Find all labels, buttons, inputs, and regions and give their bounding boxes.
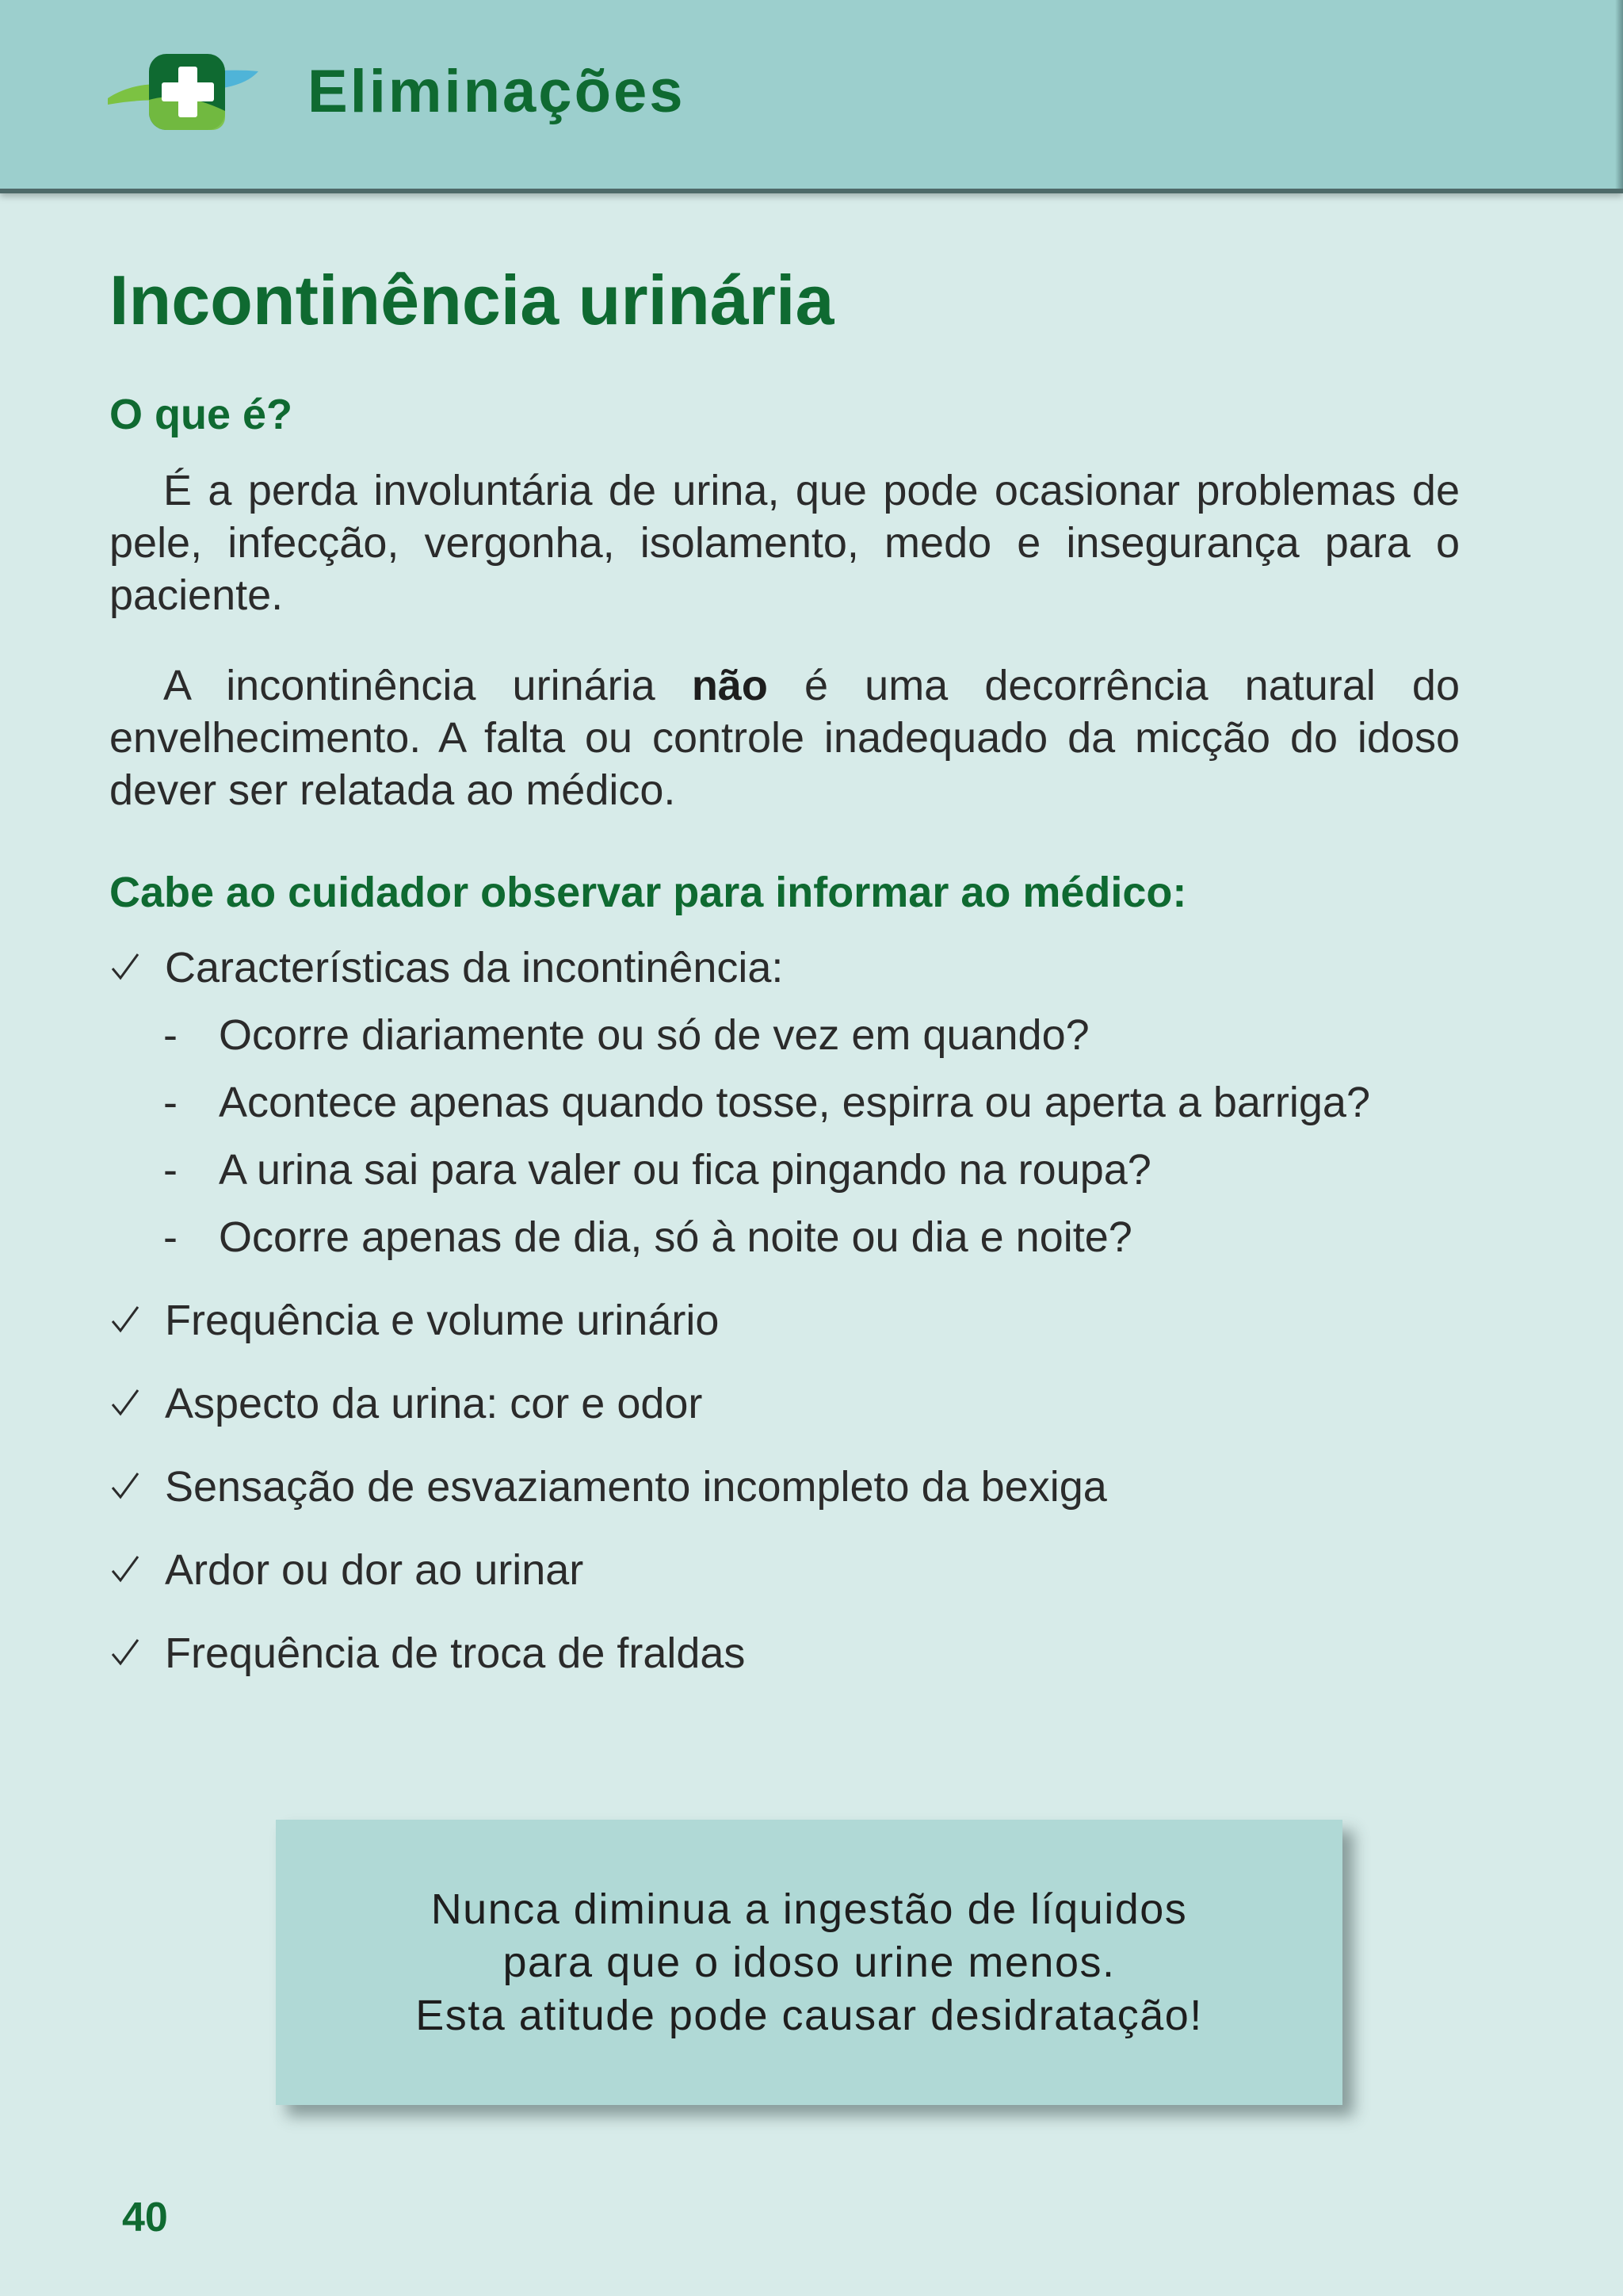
what-is-heading: O que é? xyxy=(109,391,293,438)
dash-bullet: - xyxy=(163,1146,178,1194)
checkmark-icon xyxy=(109,1637,141,1668)
section-title: Eliminações xyxy=(307,58,685,125)
emphasis-nao: não xyxy=(691,662,768,709)
sub-list-item-label: A urina sai para valer ou fica pingando na roupa? xyxy=(219,1146,1151,1194)
note-line: para que o idoso urine menos. xyxy=(502,1938,1116,1986)
checklist-item-label: Frequência e volume urinário xyxy=(165,1297,720,1344)
checkmark-icon xyxy=(109,1387,141,1419)
checkmark-icon xyxy=(109,1304,141,1335)
checkmark-icon xyxy=(109,1470,141,1502)
checklist-item-label: Frequência de troca de fraldas xyxy=(165,1629,746,1677)
checklist-item-label: Sensação de esvaziamento incompleto da bexiga xyxy=(165,1463,1107,1511)
dash-bullet: - xyxy=(163,1011,178,1059)
caregiver-heading: Cabe ao cuidador observar para informar ao médico: xyxy=(109,869,1187,916)
checklist-item-label: Aspecto da urina: cor e odor xyxy=(165,1380,703,1427)
medical-cross-logo-icon xyxy=(108,52,258,132)
aging-paragraph xyxy=(109,659,1460,816)
checklist-item-label: Características da incontinência: xyxy=(165,944,784,991)
page-number: 40 xyxy=(122,2195,168,2241)
definition-paragraph: É a perda involuntária de urina, que pode ocasionar problemas de pele, infecção, vergonha, isolamento, medo e insegurança para o paciente. xyxy=(109,467,1460,619)
note-line: Nunca diminua a ingestão de líquidos xyxy=(430,1885,1188,1933)
dash-bullet: - xyxy=(163,1213,178,1261)
checkmark-icon xyxy=(109,1553,141,1585)
checklist-item-label: Ardor ou dor ao urinar xyxy=(165,1546,584,1594)
warning-note-box xyxy=(276,1820,1342,2105)
checkmark-icon xyxy=(109,951,141,983)
note-line: Esta atitude pode causar desidratação! xyxy=(415,1991,1203,2039)
aging-paragraph-start: A incontinência urinária xyxy=(163,662,692,709)
dash-bullet: - xyxy=(163,1079,178,1126)
page-title: Incontinência urinária xyxy=(109,261,834,339)
sub-list-item-label: Ocorre diariamente ou só de vez em quando? xyxy=(219,1011,1090,1059)
sub-list-item-label: Ocorre apenas de dia, só à noite ou dia e noite? xyxy=(219,1213,1132,1261)
sub-list-item-label: Acontece apenas quando tosse, espirra ou aperta a barriga? xyxy=(219,1079,1370,1126)
aging-paragraph-end: é uma decorrência natural do envelhecimento. A falta ou controle inadequado da micção do idoso dever ser relatada ao médico. xyxy=(109,662,1460,814)
page-header xyxy=(0,0,1623,193)
